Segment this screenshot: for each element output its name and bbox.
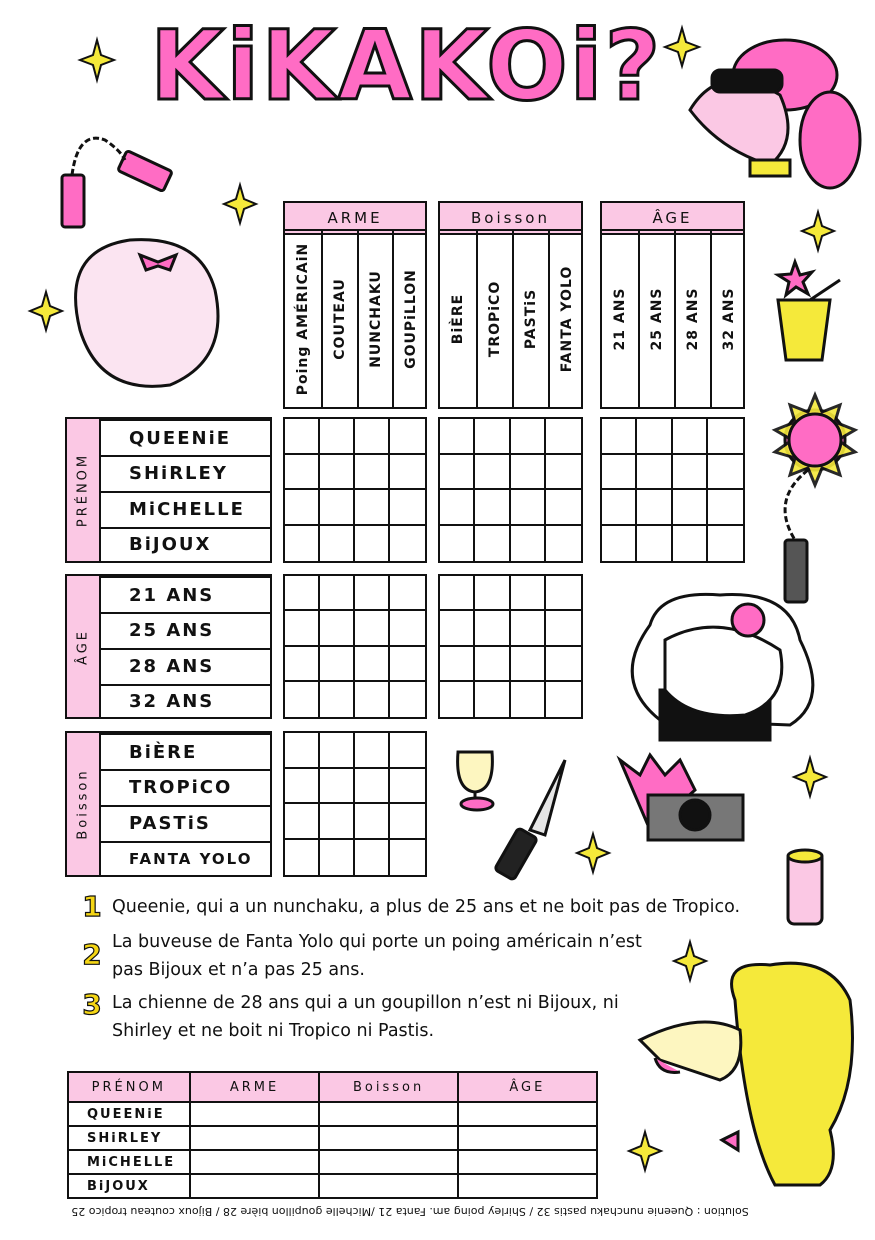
grid-cell[interactable] [475,490,510,526]
grid-cell[interactable] [511,576,546,611]
grid-cell[interactable] [440,647,475,682]
grid-cell[interactable] [475,419,510,455]
clue-text: Queenie, qui a un nunchaku, a plus de 25 ans et ne boit pas de Tropico. [112,897,741,917]
row-label: 21 ANS [101,576,270,612]
table-row [68,1174,597,1198]
grid-cell[interactable] [602,490,637,526]
column-label: 25 ANS [638,231,674,407]
grid-cell[interactable] [475,576,510,611]
sparkle-icon [665,28,699,66]
clue-number: 1 [82,890,102,923]
grid-cell[interactable] [511,611,546,646]
grid-cell[interactable] [320,804,355,840]
grid-cell[interactable] [637,419,672,455]
column-labels-age [600,229,745,409]
row-group-prenom [65,417,272,563]
row-label: BiÈRE [101,733,270,769]
grid-cell[interactable] [285,419,320,455]
grid-cell[interactable] [320,419,355,455]
grid-cell[interactable] [602,455,637,491]
answer-name: SHiRLEY [68,1126,190,1150]
grid-cell[interactable] [355,647,390,682]
grid-cell[interactable] [320,769,355,805]
grid-cell[interactable] [390,804,425,840]
grid-cell[interactable] [285,769,320,805]
grid-cell[interactable] [320,526,355,562]
grid-cell[interactable] [673,419,708,455]
grid-cell[interactable] [546,490,581,526]
column-label: Poing AMÉRICAiN [295,242,311,396]
grid-cell[interactable] [390,576,425,611]
grid-cell[interactable] [285,682,320,717]
grid-cell[interactable] [440,576,475,611]
clue-number: 3 [82,988,102,1021]
grid-cell[interactable] [285,733,320,769]
row-label: 28 ANS [101,648,270,684]
grid-cell[interactable] [390,526,425,562]
fluffy-poodle-icon [632,594,813,740]
grid-cell[interactable] [546,682,581,717]
wine-glass-icon [458,752,493,810]
grid-cell[interactable] [320,490,355,526]
grid-cell[interactable] [320,733,355,769]
sparkle-icon [802,212,834,250]
grid-cell[interactable] [475,611,510,646]
grid-cell[interactable] [390,419,425,455]
grid-cell[interactable] [511,682,546,717]
table-row [68,1102,597,1126]
grid-cell[interactable] [390,733,425,769]
grid-cell[interactable] [440,419,475,455]
answer-cell[interactable] [458,1174,597,1198]
grid-cell[interactable] [390,840,425,876]
sparkle-icon [674,942,706,980]
column-label: NUNCHAKU [357,231,392,407]
column-label: PASTiS [512,231,548,407]
answer-cell[interactable] [458,1126,597,1150]
answer-cell[interactable] [458,1150,597,1174]
logic-grid-prenom-arme[interactable] [283,417,427,563]
grid-cell[interactable] [511,490,546,526]
sparkle-icon [80,40,114,80]
answer-cell[interactable] [319,1174,457,1198]
grid-cell[interactable] [637,455,672,491]
grid-cell[interactable] [546,419,581,455]
grid-cell[interactable] [285,455,320,491]
grid-cell[interactable] [475,682,510,717]
answer-name: QUEENiE [68,1102,190,1126]
grid-cell[interactable] [602,526,637,562]
puzzle-title: KiKAKOi? [150,10,663,122]
column-label: FANTA YOLO [548,231,583,407]
grid-cell[interactable] [355,455,390,491]
grid-cell[interactable] [440,611,475,646]
grid-cell[interactable] [440,490,475,526]
grid-cell[interactable] [708,526,743,562]
grid-cell[interactable] [320,682,355,717]
grid-cell[interactable] [390,611,425,646]
can-icon [788,850,822,924]
grid-cell[interactable] [285,490,320,526]
logic-grid-prenom-age[interactable] [600,417,745,563]
answer-cell[interactable] [190,1126,320,1150]
grid-cell[interactable] [511,455,546,491]
grid-cell[interactable] [285,576,320,611]
poodle-beret-icon [690,40,860,188]
grid-cell[interactable] [355,682,390,717]
grid-cell[interactable] [355,769,390,805]
column-label: 28 ANS [674,231,710,407]
grid-cell[interactable] [637,490,672,526]
blond-dog-icon [640,963,853,1185]
row-label: FANTA YOLO [101,841,270,875]
column-label: COUTEAU [321,231,357,407]
grid-cell[interactable] [285,840,320,876]
grid-cell[interactable] [355,576,390,611]
drink-cup-icon [778,262,840,360]
column-label: BiÈRE [450,293,466,345]
grid-cell[interactable] [355,804,390,840]
grid-cell[interactable] [285,611,320,646]
grid-cell[interactable] [546,647,581,682]
grid-cell[interactable] [708,490,743,526]
grid-cell[interactable] [320,840,355,876]
spiked-flail-icon [775,395,855,602]
clue-text: pas Bijoux et n’a pas 25 ans. [112,960,365,980]
clue-text: Shirley et ne boit ni Tropico ni Pastis. [112,1021,435,1041]
column-labels-arme [283,229,427,409]
column-labels-boisson [438,229,583,409]
grid-cell[interactable] [355,526,390,562]
row-label: PASTiS [101,805,270,841]
grid-cell[interactable] [708,419,743,455]
row-label: 25 ANS [101,612,270,648]
logic-grid-age-boisson[interactable] [438,574,583,719]
logic-grid-age-arme[interactable] [283,574,427,719]
answer-cell[interactable] [319,1102,457,1126]
row-label: MiCHELLE [101,491,270,527]
answer-cell[interactable] [319,1126,457,1150]
nunchaku-icon [62,138,172,227]
grid-cell[interactable] [511,647,546,682]
sparkle-icon [794,758,826,796]
grid-cell[interactable] [440,682,475,717]
answer-header: ARME [190,1072,320,1102]
row-group-label: ÂGE [67,576,101,717]
grid-cell[interactable] [355,419,390,455]
grid-cell[interactable] [673,455,708,491]
answer-cell[interactable] [319,1150,457,1174]
answer-name: MiCHELLE [68,1150,190,1174]
grid-cell[interactable] [673,490,708,526]
grid-cell[interactable] [475,455,510,491]
grid-cell[interactable] [390,647,425,682]
row-label: SHiRLEY [101,455,270,491]
yorkie-head-icon [76,240,218,387]
row-label: 32 ANS [101,684,270,717]
answer-cell[interactable] [190,1174,320,1198]
sparkle-icon [629,1132,661,1170]
column-label: GOUPiLLON [392,231,427,407]
grid-cell[interactable] [285,804,320,840]
sparkle-icon [30,292,62,330]
grid-cell[interactable] [285,526,320,562]
grid-cell[interactable] [320,647,355,682]
grid-cell[interactable] [546,455,581,491]
row-group-label: Boisson [67,733,101,875]
grid-cell[interactable] [475,526,510,562]
grid-cell[interactable] [440,455,475,491]
logic-grid-prenom-boisson[interactable] [438,417,583,563]
grid-cell[interactable] [320,576,355,611]
row-group-age [65,574,272,719]
grid-cell[interactable] [355,840,390,876]
grid-cell[interactable] [320,455,355,491]
grid-cell[interactable] [320,611,355,646]
column-label: 21 ANS [612,287,628,351]
column-header-boisson: Boisson [438,201,583,235]
row-label: TROPiCO [101,769,270,805]
grid-cell[interactable] [511,419,546,455]
grid-cell[interactable] [390,455,425,491]
answer-name: BiJOUX [68,1174,190,1198]
upside-down-solution: Solution : Queenie nunchaku pastis 32 / Shirley poing am. Fanta 21 /Michelle goupillon bière 28 / Bijoux couteau tropico 25 [71,1205,749,1218]
answer-header-row [68,1072,597,1102]
answer-table [67,1071,598,1199]
grid-cell[interactable] [673,526,708,562]
grid-cell[interactable] [390,490,425,526]
grid-cell[interactable] [546,611,581,646]
answer-header: ÂGE [458,1072,597,1102]
grid-cell[interactable] [355,611,390,646]
grid-cell[interactable] [285,647,320,682]
grid-cell[interactable] [637,526,672,562]
grid-cell[interactable] [708,455,743,491]
clue-text: La chienne de 28 ans qui a un goupillon n’est ni Bijoux, ni [112,993,619,1013]
sparkle-icon [577,834,609,872]
table-row [68,1150,597,1174]
grid-cell[interactable] [546,526,581,562]
grid-cell[interactable] [390,769,425,805]
column-header-age: ÂGE [600,201,745,235]
grid-cell[interactable] [511,526,546,562]
table-row [68,1126,597,1150]
grid-cell[interactable] [475,647,510,682]
clue-text: La buveuse de Fanta Yolo qui porte un poing américain n’est [112,932,642,952]
row-group-label: PRÉNOM [67,419,101,561]
logic-grid-boisson-arme[interactable] [283,731,427,877]
grid-cell[interactable] [355,490,390,526]
row-label: BiJOUX [101,527,270,561]
column-label: 32 ANS [710,231,745,407]
grid-cell[interactable] [355,733,390,769]
clue-number: 2 [82,938,102,971]
grid-cell[interactable] [602,419,637,455]
row-group-boisson [65,731,272,877]
knife-icon [494,760,565,880]
answer-header: Boisson [319,1072,457,1102]
answer-cell[interactable] [458,1102,597,1126]
sparkle-icon [224,185,256,223]
column-label: TROPiCO [476,231,512,407]
answer-cell[interactable] [190,1150,320,1174]
grid-cell[interactable] [390,682,425,717]
grid-cell[interactable] [440,526,475,562]
answer-header: PRÉNOM [68,1072,190,1102]
row-label: QUEENiE [101,419,270,455]
grid-cell[interactable] [546,576,581,611]
answer-cell[interactable] [190,1102,320,1126]
money-icon [620,755,743,840]
column-header-arme: ARME [283,201,427,235]
